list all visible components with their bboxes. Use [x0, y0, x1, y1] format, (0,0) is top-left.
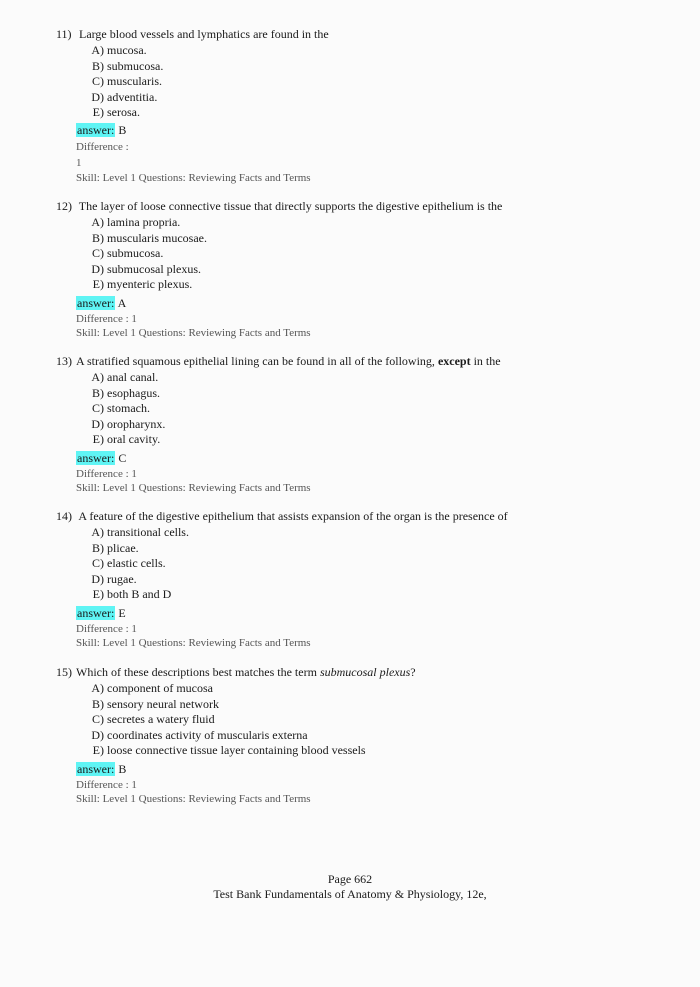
option-letter: A) [91, 525, 104, 539]
option-letter: E) [92, 587, 104, 601]
answer-label: answer: [77, 296, 115, 310]
option-letter: D) [91, 728, 104, 742]
option-letter: A) [91, 43, 104, 57]
question-number: 12) [56, 199, 72, 213]
answer-value: C [118, 451, 127, 465]
option-text: transitional cells. [107, 525, 189, 539]
difference-line: Difference : 1 [76, 313, 137, 325]
option-b [88, 386, 160, 400]
option-text: loose connective tissue layer containing blood vessels [107, 743, 366, 757]
option-letter: B) [92, 697, 104, 711]
skill-line: Skill: Level 1 Questions: Reviewing Facts and Terms [76, 637, 311, 649]
option-letter: D) [91, 572, 104, 586]
answer-label: answer: [77, 606, 115, 620]
option-c [88, 246, 163, 260]
option-d [88, 417, 165, 431]
skill-line: Skill: Level 1 Questions: Reviewing Facts and Terms [76, 172, 311, 184]
question-stem [56, 354, 501, 368]
option-letter: B) [92, 59, 104, 73]
option-text: submucosal plexus. [107, 262, 201, 276]
option-b [88, 541, 139, 555]
option-letter: C) [92, 246, 104, 260]
option-text: elastic cells. [107, 556, 166, 570]
stem-text: ? [410, 665, 416, 679]
option-a [88, 215, 180, 229]
option-text: coordinates activity of muscularis externa [107, 728, 308, 742]
option-text: lamina propria. [107, 215, 181, 229]
answer-line [76, 762, 126, 776]
question-stem [56, 509, 508, 523]
option-text: component of mucosa [107, 681, 213, 695]
option-letter: C) [92, 74, 104, 88]
question-text: Large blood vessels and lymphatics are found in the [79, 27, 329, 41]
option-letter: E) [92, 277, 104, 291]
option-text: muscularis. [107, 74, 162, 88]
question-stem [56, 27, 329, 41]
option-c [88, 74, 162, 88]
question-stem [56, 665, 416, 679]
option-letter: D) [91, 90, 104, 104]
answer-value: B [118, 123, 127, 137]
option-text: oral cavity. [107, 432, 161, 446]
option-letter: A) [91, 215, 104, 229]
skill-line: Skill: Level 1 Questions: Reviewing Facts and Terms [76, 793, 311, 805]
option-e [88, 105, 140, 119]
option-letter: E) [92, 105, 104, 119]
option-d [88, 572, 137, 586]
stem-emphasis: except [437, 354, 471, 368]
question-text [76, 665, 416, 679]
question-number: 14) [56, 509, 72, 523]
option-e [88, 432, 160, 446]
difference-label: Difference : [76, 141, 129, 153]
option-text: oropharynx. [107, 417, 166, 431]
answer-label: answer: [77, 762, 115, 776]
option-text: myenteric plexus. [107, 277, 193, 291]
difference-line: Difference : 1 [76, 779, 137, 791]
option-text: sensory neural network [107, 697, 219, 711]
book-title: Test Bank Fundamentals of Anatomy & Physiology, 12e, [213, 887, 487, 901]
option-b [88, 231, 207, 245]
option-text: submucosa. [107, 246, 164, 260]
option-a [88, 370, 158, 384]
stem-term: submucosal plexus [319, 665, 411, 679]
option-letter: B) [92, 231, 104, 245]
option-text: adventitia. [107, 90, 158, 104]
stem-text: Which of these descriptions best matches the term [76, 665, 320, 679]
question-stem [56, 199, 502, 213]
difference-line: Difference : 1 [76, 623, 137, 635]
difference-value: 1 [76, 157, 82, 169]
option-text: mucosa. [107, 43, 147, 57]
answer-line [76, 123, 126, 137]
option-c [88, 556, 166, 570]
skill-line: Skill: Level 1 Questions: Reviewing Facts and Terms [76, 482, 311, 494]
answer-label: answer: [77, 451, 115, 465]
option-e [88, 277, 192, 291]
option-letter: C) [92, 556, 104, 570]
difference-line: Difference : 1 [76, 468, 137, 480]
answer-value: B [118, 762, 127, 776]
option-c [88, 712, 215, 726]
page-number: Page 662 [327, 872, 373, 886]
option-d [88, 90, 157, 104]
option-text: stomach. [107, 401, 150, 415]
option-letter: E) [92, 743, 104, 757]
option-e [88, 743, 366, 757]
answer-value: E [118, 606, 126, 620]
option-letter: C) [92, 401, 104, 415]
question-number: 13) [56, 354, 72, 368]
option-letter: A) [91, 370, 104, 384]
option-text: rugae. [107, 572, 137, 586]
option-text: both B and D [107, 587, 172, 601]
option-text: submucosa. [107, 59, 164, 73]
option-text: serosa. [107, 105, 140, 119]
question-number: 11) [56, 27, 72, 41]
option-text: secretes a watery fluid [107, 712, 215, 726]
option-a [88, 681, 213, 695]
skill-line: Skill: Level 1 Questions: Reviewing Facts and Terms [76, 327, 311, 339]
option-letter: D) [91, 262, 104, 276]
option-letter: D) [91, 417, 104, 431]
option-d [88, 728, 308, 742]
option-text: anal canal. [107, 370, 159, 384]
option-b [88, 59, 163, 73]
option-letter: B) [92, 386, 104, 400]
option-letter: A) [91, 681, 104, 695]
option-letter: C) [92, 712, 104, 726]
option-letter: E) [92, 432, 104, 446]
stem-text: A stratified squamous epithelial lining can be found in all of the following, [76, 354, 438, 368]
option-letter: B) [92, 541, 104, 555]
answer-line [76, 606, 126, 620]
option-e [88, 587, 171, 601]
option-a [88, 525, 189, 539]
question-text [76, 354, 501, 368]
option-text: muscularis mucosae. [107, 231, 207, 245]
stem-text: in the [470, 354, 501, 368]
option-b [88, 697, 219, 711]
answer-line [76, 296, 126, 310]
answer-label: answer: [77, 123, 115, 137]
answer-line [76, 451, 126, 465]
answer-value: A [117, 296, 127, 310]
option-d [88, 262, 201, 276]
option-a [88, 43, 147, 57]
question-text: A feature of the digestive epithelium that assists expansion of the organ is the presence of [78, 509, 508, 523]
option-c [88, 401, 150, 415]
question-text: The layer of loose connective tissue that directly supports the digestive epithelium is the [78, 199, 503, 213]
option-text: plicae. [107, 541, 139, 555]
option-text: esophagus. [107, 386, 160, 400]
question-number: 15) [56, 665, 72, 679]
